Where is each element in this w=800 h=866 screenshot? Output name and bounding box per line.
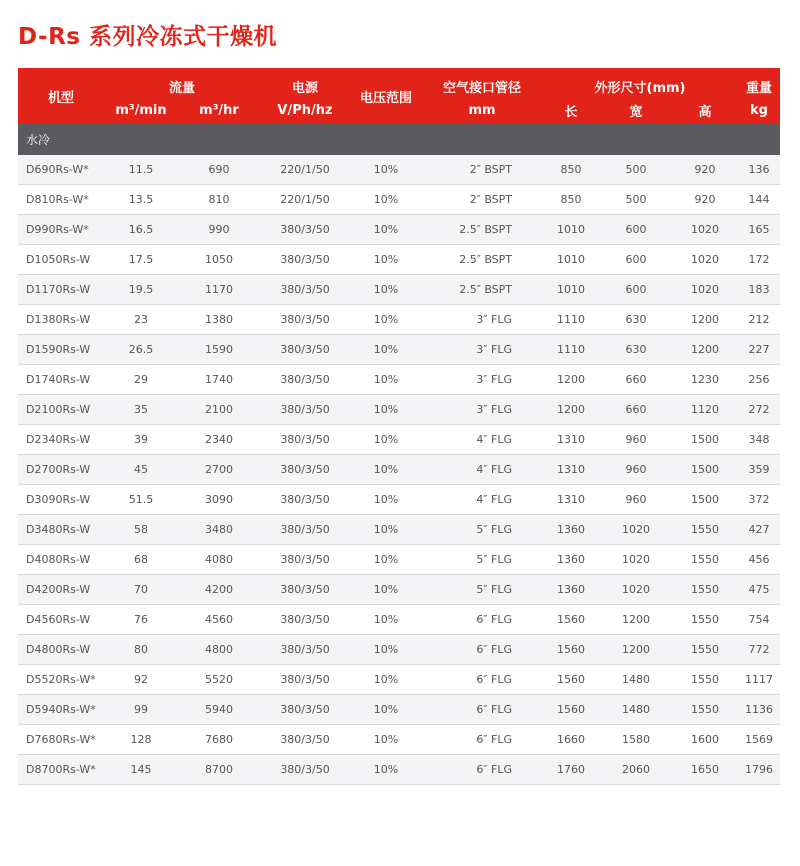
cell-model: D5940Rs-W* [18,695,104,725]
cell-power: 380/3/50 [260,335,350,365]
cell-power: 380/3/50 [260,455,350,485]
cell-height: 1550 [672,545,738,575]
cell-air-port: 5″ FLG [422,515,542,545]
cell-flow-m3hr: 690 [178,155,260,185]
cell-flow-m3hr: 1170 [178,275,260,305]
header-flow-m3hr: m³/hr [178,96,260,124]
cell-flow-m3hr: 1590 [178,335,260,365]
cell-length: 1310 [542,425,600,455]
table-row [18,185,780,215]
cell-height: 1550 [672,575,738,605]
cell-weight: 359 [738,455,780,485]
cell-voltage-range: 10% [350,155,422,185]
cell-flow-m3hr: 7680 [178,725,260,755]
cell-flow-m3min: 128 [104,725,178,755]
cell-air-port: 3″ FLG [422,335,542,365]
cell-power: 380/3/50 [260,545,350,575]
cell-weight: 456 [738,545,780,575]
table-row [18,755,780,785]
cell-flow-m3min: 16.5 [104,215,178,245]
cell-weight: 136 [738,155,780,185]
cell-flow-m3hr: 4080 [178,545,260,575]
cell-width: 1020 [600,575,672,605]
cell-flow-m3hr: 2340 [178,425,260,455]
header-power: 电源 [260,68,350,96]
table-row [18,545,780,575]
cell-air-port: 2″ BSPT [422,185,542,215]
table-row [18,515,780,545]
cell-width: 1480 [600,695,672,725]
cell-height: 1230 [672,365,738,395]
cell-width: 2060 [600,755,672,785]
cell-model: D1050Rs-W [18,245,104,275]
cell-height: 1550 [672,515,738,545]
cell-height: 1550 [672,695,738,725]
cell-voltage-range: 10% [350,545,422,575]
table-row [18,605,780,635]
header-power-unit: V/Ph/hz [260,96,350,124]
header-weight-unit: kg [738,96,780,124]
cell-height: 1020 [672,215,738,245]
cell-length: 1560 [542,665,600,695]
cell-flow-m3min: 80 [104,635,178,665]
cell-weight: 372 [738,485,780,515]
cell-air-port: 6″ FLG [422,635,542,665]
cell-length: 1200 [542,365,600,395]
cell-model: D8700Rs-W* [18,755,104,785]
cell-air-port: 2.5″ BSPT [422,215,542,245]
cell-weight: 1796 [738,755,780,785]
cell-voltage-range: 10% [350,335,422,365]
cell-model: D7680Rs-W* [18,725,104,755]
cell-model: D4080Rs-W [18,545,104,575]
cell-air-port: 6″ FLG [422,755,542,785]
cell-width: 500 [600,155,672,185]
cell-flow-m3min: 99 [104,695,178,725]
table-row [18,425,780,455]
cell-length: 1560 [542,695,600,725]
table-header [18,68,780,124]
cell-flow-m3min: 35 [104,395,178,425]
cell-width: 1580 [600,725,672,755]
cell-air-port: 6″ FLG [422,695,542,725]
cell-model: D990Rs-W* [18,215,104,245]
spec-table-container [18,68,780,785]
section-label: 水冷 [18,124,780,155]
cell-model: D1590Rs-W [18,335,104,365]
cell-voltage-range: 10% [350,485,422,515]
cell-power: 380/3/50 [260,635,350,665]
section-row [18,124,780,155]
header-model: 机型 [18,68,104,124]
cell-width: 1480 [600,665,672,695]
table-body [18,124,780,785]
cell-weight: 272 [738,395,780,425]
cell-length: 1360 [542,575,600,605]
cell-flow-m3min: 39 [104,425,178,455]
cell-voltage-range: 10% [350,665,422,695]
header-flow-m3min: m³/min [104,96,178,124]
cell-length: 1310 [542,455,600,485]
cell-flow-m3min: 58 [104,515,178,545]
cell-flow-m3hr: 8700 [178,755,260,785]
header-dimensions: 外形尺寸(mm) [542,68,738,96]
cell-model: D4200Rs-W [18,575,104,605]
cell-weight: 227 [738,335,780,365]
table-row [18,365,780,395]
cell-flow-m3hr: 1740 [178,365,260,395]
cell-flow-m3min: 17.5 [104,245,178,275]
cell-length: 1010 [542,245,600,275]
cell-flow-m3hr: 810 [178,185,260,215]
table-row [18,275,780,305]
table-row [18,245,780,275]
cell-width: 1020 [600,515,672,545]
cell-voltage-range: 10% [350,245,422,275]
cell-power: 380/3/50 [260,755,350,785]
cell-power: 380/3/50 [260,215,350,245]
cell-model: D2340Rs-W [18,425,104,455]
cell-length: 850 [542,155,600,185]
cell-flow-m3hr: 5520 [178,665,260,695]
table-row [18,665,780,695]
cell-voltage-range: 10% [350,575,422,605]
cell-voltage-range: 10% [350,305,422,335]
cell-length: 1200 [542,395,600,425]
cell-length: 1010 [542,275,600,305]
cell-power: 380/3/50 [260,365,350,395]
cell-width: 1200 [600,635,672,665]
cell-power: 220/1/50 [260,185,350,215]
cell-weight: 183 [738,275,780,305]
cell-voltage-range: 10% [350,725,422,755]
cell-voltage-range: 10% [350,605,422,635]
cell-flow-m3hr: 4200 [178,575,260,605]
cell-model: D2100Rs-W [18,395,104,425]
cell-length: 1660 [542,725,600,755]
cell-air-port: 3″ FLG [422,305,542,335]
cell-model: D1740Rs-W [18,365,104,395]
cell-flow-m3min: 145 [104,755,178,785]
cell-flow-m3min: 92 [104,665,178,695]
cell-power: 380/3/50 [260,425,350,455]
cell-model: D2700Rs-W [18,455,104,485]
cell-power: 380/3/50 [260,575,350,605]
cell-power: 380/3/50 [260,395,350,425]
header-air-port: 空气接口管径 [422,68,542,96]
cell-flow-m3min: 11.5 [104,155,178,185]
cell-flow-m3hr: 2700 [178,455,260,485]
cell-flow-m3min: 13.5 [104,185,178,215]
cell-width: 960 [600,455,672,485]
table-row [18,155,780,185]
cell-height: 1200 [672,335,738,365]
cell-flow-m3hr: 1380 [178,305,260,335]
cell-air-port: 5″ FLG [422,545,542,575]
cell-flow-m3hr: 3480 [178,515,260,545]
header-height: 高 [672,96,738,124]
cell-voltage-range: 10% [350,395,422,425]
cell-flow-m3hr: 4800 [178,635,260,665]
cell-weight: 256 [738,365,780,395]
cell-model: D1170Rs-W [18,275,104,305]
cell-power: 380/3/50 [260,515,350,545]
cell-length: 850 [542,185,600,215]
cell-model: D4800Rs-W [18,635,104,665]
cell-weight: 772 [738,635,780,665]
table-row [18,485,780,515]
cell-width: 600 [600,275,672,305]
cell-length: 1560 [542,605,600,635]
cell-weight: 754 [738,605,780,635]
cell-height: 1550 [672,665,738,695]
cell-height: 1120 [672,395,738,425]
cell-voltage-range: 10% [350,515,422,545]
cell-voltage-range: 10% [350,755,422,785]
cell-weight: 1117 [738,665,780,695]
table-row [18,695,780,725]
table-row [18,575,780,605]
header-width: 宽 [600,96,672,124]
cell-air-port: 6″ FLG [422,725,542,755]
cell-air-port: 4″ FLG [422,455,542,485]
cell-height: 920 [672,155,738,185]
cell-voltage-range: 10% [350,215,422,245]
cell-height: 1020 [672,245,738,275]
cell-flow-m3min: 70 [104,575,178,605]
cell-height: 1500 [672,485,738,515]
table-row [18,455,780,485]
cell-width: 630 [600,335,672,365]
cell-weight: 144 [738,185,780,215]
cell-width: 1200 [600,605,672,635]
cell-air-port: 6″ FLG [422,605,542,635]
cell-power: 220/1/50 [260,155,350,185]
header-weight: 重量 [738,68,780,96]
cell-model: D5520Rs-W* [18,665,104,695]
cell-weight: 475 [738,575,780,605]
cell-power: 380/3/50 [260,695,350,725]
cell-voltage-range: 10% [350,275,422,305]
cell-air-port: 4″ FLG [422,485,542,515]
header-length: 长 [542,96,600,124]
cell-height: 1550 [672,635,738,665]
cell-width: 660 [600,365,672,395]
cell-flow-m3min: 45 [104,455,178,485]
cell-voltage-range: 10% [350,635,422,665]
cell-height: 1650 [672,755,738,785]
table-row [18,635,780,665]
cell-model: D3480Rs-W [18,515,104,545]
cell-power: 380/3/50 [260,605,350,635]
cell-power: 380/3/50 [260,275,350,305]
header-air-port-unit: mm [422,96,542,124]
cell-air-port: 5″ FLG [422,575,542,605]
cell-length: 1110 [542,335,600,365]
cell-air-port: 2″ BSPT [422,155,542,185]
cell-flow-m3min: 68 [104,545,178,575]
cell-flow-m3min: 23 [104,305,178,335]
table-row [18,305,780,335]
cell-voltage-range: 10% [350,695,422,725]
cell-length: 1760 [542,755,600,785]
cell-model: D1380Rs-W [18,305,104,335]
cell-weight: 212 [738,305,780,335]
cell-flow-m3min: 19.5 [104,275,178,305]
cell-voltage-range: 10% [350,425,422,455]
cell-air-port: 2.5″ BSPT [422,245,542,275]
cell-flow-m3min: 29 [104,365,178,395]
cell-width: 960 [600,425,672,455]
table-row [18,725,780,755]
table-row [18,395,780,425]
cell-flow-m3min: 51.5 [104,485,178,515]
cell-flow-m3hr: 3090 [178,485,260,515]
page-title: D-Rs 系列冷冻式干燥机 [18,24,277,50]
table-row [18,215,780,245]
spec-table [18,68,780,785]
cell-flow-m3hr: 4560 [178,605,260,635]
cell-length: 1310 [542,485,600,515]
cell-length: 1010 [542,215,600,245]
cell-width: 630 [600,305,672,335]
cell-air-port: 4″ FLG [422,425,542,455]
cell-height: 1020 [672,275,738,305]
cell-voltage-range: 10% [350,185,422,215]
cell-width: 960 [600,485,672,515]
cell-flow-m3hr: 5940 [178,695,260,725]
cell-power: 380/3/50 [260,245,350,275]
cell-flow-m3min: 26.5 [104,335,178,365]
cell-height: 1500 [672,455,738,485]
cell-width: 500 [600,185,672,215]
cell-width: 1020 [600,545,672,575]
cell-power: 380/3/50 [260,305,350,335]
header-flow: 流量 [104,68,260,96]
cell-power: 380/3/50 [260,485,350,515]
cell-height: 1600 [672,725,738,755]
cell-length: 1360 [542,515,600,545]
cell-weight: 172 [738,245,780,275]
cell-air-port: 3″ FLG [422,395,542,425]
cell-height: 1200 [672,305,738,335]
cell-air-port: 6″ FLG [422,665,542,695]
cell-power: 380/3/50 [260,725,350,755]
cell-air-port: 3″ FLG [422,365,542,395]
cell-flow-m3hr: 990 [178,215,260,245]
cell-weight: 348 [738,425,780,455]
cell-length: 1110 [542,305,600,335]
cell-voltage-range: 10% [350,365,422,395]
cell-width: 600 [600,215,672,245]
cell-length: 1560 [542,635,600,665]
cell-model: D690Rs-W* [18,155,104,185]
cell-power: 380/3/50 [260,665,350,695]
table-row [18,335,780,365]
cell-weight: 1136 [738,695,780,725]
cell-flow-m3hr: 1050 [178,245,260,275]
cell-weight: 165 [738,215,780,245]
cell-height: 1500 [672,425,738,455]
cell-flow-m3min: 76 [104,605,178,635]
cell-width: 600 [600,245,672,275]
cell-weight: 427 [738,515,780,545]
cell-model: D810Rs-W* [18,185,104,215]
cell-height: 1550 [672,605,738,635]
cell-model: D3090Rs-W [18,485,104,515]
cell-voltage-range: 10% [350,455,422,485]
cell-flow-m3hr: 2100 [178,395,260,425]
cell-model: D4560Rs-W [18,605,104,635]
cell-weight: 1569 [738,725,780,755]
cell-air-port: 2.5″ BSPT [422,275,542,305]
header-voltage-range: 电压范围 [350,68,422,124]
cell-length: 1360 [542,545,600,575]
cell-width: 660 [600,395,672,425]
cell-height: 920 [672,185,738,215]
